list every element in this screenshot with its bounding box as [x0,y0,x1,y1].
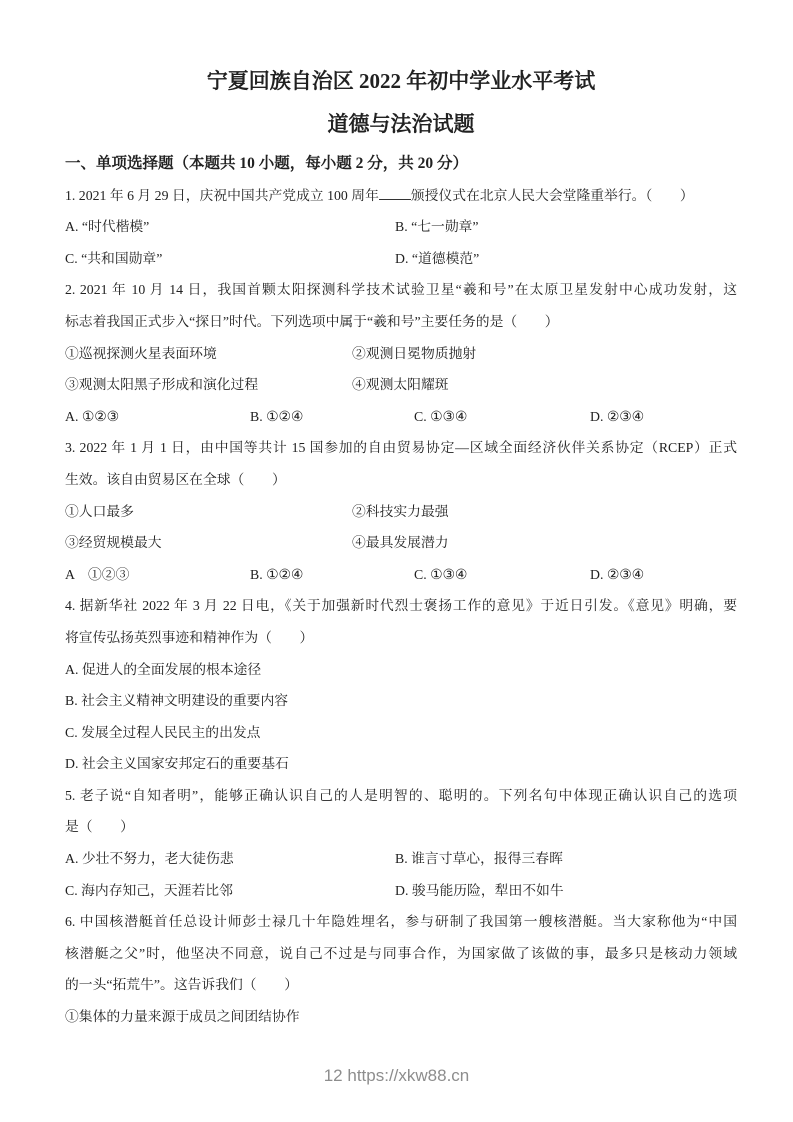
question-2-answers-row [65,401,737,433]
question-5-options-row-1 [65,843,737,875]
page-subtitle: 道德与法治试题 [327,112,475,136]
question-5-options-row-2 [65,875,737,907]
question-2-items-row-2 [65,369,737,401]
question-4-stem-line-1: 4. 据新华社 2022 年 3 月 22 日电，《关于加强新时代烈士褒扬工作的意见》于近日引发。《意见》明确，要 [65,598,737,614]
question-3-items-row-1 [65,496,737,528]
question-5-stem-line-2: 是（ ） [65,819,134,835]
question-2-answer-d: D. ②③④ [590,408,644,424]
question-5-option-a: A. 少壮不努力，老大徒伤悲 [65,851,234,867]
question-4 [65,590,737,780]
question-6-stem-line-3: 的一头“拓荒牛”。这告诉我们（ ） [65,977,298,993]
question-3 [65,432,737,590]
question-3-items-row-2 [65,527,737,559]
question-2-stem-line-1: 2. 2021 年 10 月 14 日，我国首颗太阳探测科学技术试验卫星“羲和号”在太原卫星发射中心成功发射，这 [65,282,737,298]
question-3-stem-line-2: 生效。该自由贸易区在全球（ ） [65,471,286,487]
question-1 [65,180,737,275]
question-1-options-row-2 [65,243,737,275]
question-2 [65,274,737,432]
page-footer [0,1066,793,1086]
question-1-stem-after: 颁授仪式在北京人民大会堂隆重举行。（ ） [410,187,694,203]
question-1-option-a: A. “时代楷模” [65,219,150,235]
question-5 [65,780,737,906]
question-3-item-4: ④最具发展潜力 [352,535,449,551]
question-1-option-d: D. “道德模范” [395,250,480,266]
question-1-stem [65,180,737,212]
question-4-option-c: C. 发展全过程人民民主的出发点 [65,724,261,740]
question-3-item-1: ①人口最多 [65,503,134,519]
question-4-stem-line-2: 将宣传弘扬英烈事迹和精神作为（ ） [65,629,314,645]
question-3-answers-row [65,559,737,591]
section-heading: 一、单项选择题（本题共 10 小题，每小题 2 分，共 20 分） [65,155,469,172]
question-6-item-1: ①集体的力量来源于成员之间团结协作 [65,1009,300,1025]
question-1-stem-before: 1. 2021 年 6 月 29 日，庆祝中国共产党成立 100 周年 [65,187,379,203]
question-5-stem-line-1: 5. 老子说“自知者明”，能够正确认识自己的人是明智的、聪明的。下列名句中体现正确认识自己的选项 [65,787,737,803]
question-6-stem-line-1: 6. 中国核潜艇首任总设计师彭士禄几十年隐姓埋名，参与研制了我国第一艘核潜艇。当大家称他为“中国 [65,914,737,930]
footer-url: https://xkw88.cn [347,1066,470,1085]
question-2-item-1: ①巡视探测火星表面环境 [65,345,217,361]
question-3-answer-d: D. ②③④ [590,566,644,582]
question-2-answer-c: C. ①③④ [414,408,468,424]
question-3-item-2: ②科技实力最强 [352,503,449,519]
question-3-answer-b: B. ①②④ [250,566,304,582]
question-3-answer-a: A ①②③ [65,566,130,582]
question-3-answer-c: C. ①③④ [414,566,468,582]
question-2-item-3: ③观测太阳黑子形成和演化过程 [65,377,259,393]
page-number: 12 [323,1066,343,1085]
question-5-option-c: C. 海内存知己，天涯若比邻 [65,882,233,898]
question-2-items-row-1 [65,338,737,370]
page-title: 宁夏回族自治区 2022 年初中学业水平考试 [206,69,596,93]
question-5-option-d: D. 骏马能历险，犁田不如牛 [395,882,564,898]
question-2-answer-b: B. ①②④ [250,408,304,424]
question-2-item-4: ④观测太阳耀斑 [352,377,449,393]
question-2-answer-a: A. ①②③ [65,408,119,424]
question-4-option-d: D. 社会主义国家安邦定石的重要基石 [65,756,289,772]
question-6-stem-line-2: 核潜艇之父”时，他坚决不同意，说自己不过是与同事合作，为国家做了该做的事，最多只是核动力领域 [65,945,737,961]
question-2-stem-line-2: 标志着我国正式步入“探日”时代。下列选项中属于“羲和号”主要任务的是（ ） [65,313,559,329]
question-6 [65,906,737,1032]
question-2-item-2: ②观测日冕物质抛射 [352,345,477,361]
question-3-item-3: ③经贸规模最大 [65,535,162,551]
question-1-option-c: C. “共和国勋章” [65,250,163,266]
question-1-option-b: B. “七一勋章” [395,219,479,235]
question-3-stem-line-1: 3. 2022 年 1 月 1 日，由中国等共计 15 国参加的自由贸易协定—区域全面经济伙伴关系协定（RCEP）正式 [65,440,737,456]
question-4-option-b: B. 社会主义精神文明建设的重要内容 [65,693,289,709]
question-1-options-row-1 [65,211,737,243]
question-4-option-a: A. 促进人的全面发展的根本途径 [65,661,262,677]
blank-underline [379,186,411,199]
question-5-option-b: B. 谁言寸草心，报得三春晖 [395,851,563,867]
